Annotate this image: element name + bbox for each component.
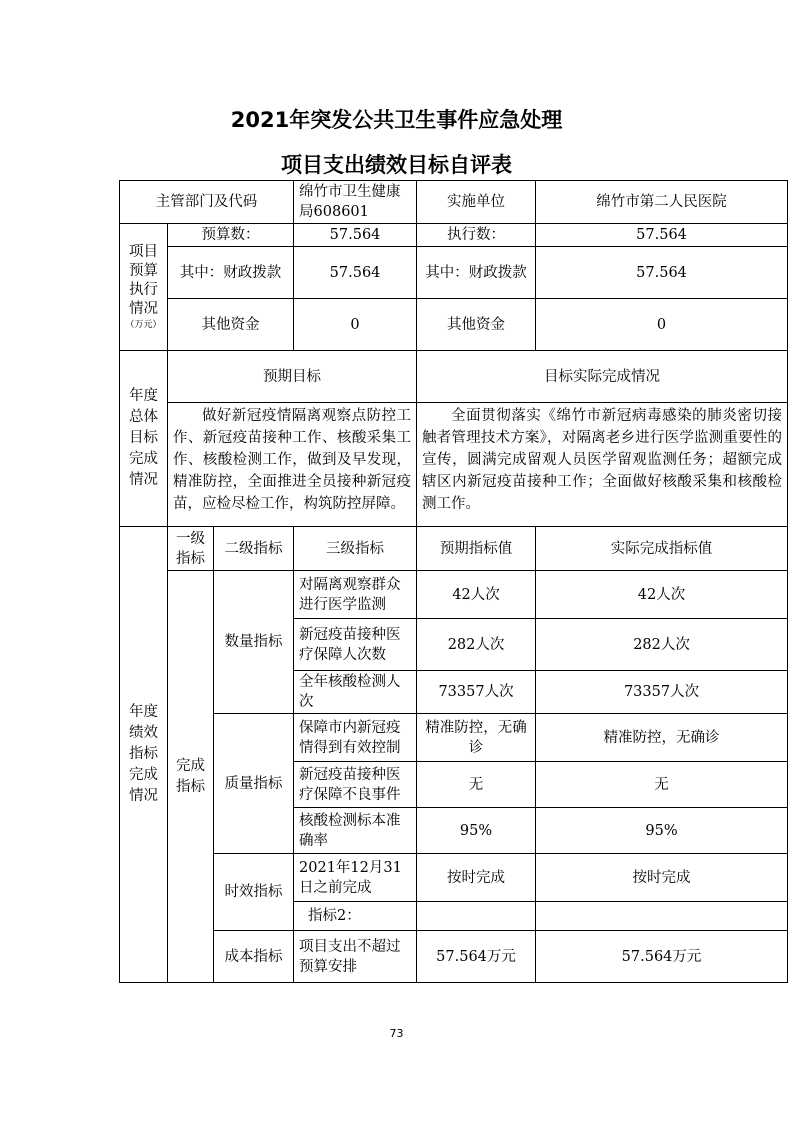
exec-label: 执行数： (417, 224, 536, 247)
group-quantity: 数量指标 (214, 571, 294, 714)
indicator-expected: 无 (417, 762, 536, 808)
fiscal-label-2: 其中：财政拨款 (417, 247, 536, 299)
expected-goal-header: 预期目标 (168, 351, 417, 403)
dept-label: 主管部门及代码 (120, 181, 294, 224)
other-value-2: 0 (536, 299, 788, 351)
goals-section-label: 年度总体目标完成情况 (120, 351, 168, 527)
budget-unit-note: （万元） (125, 320, 162, 330)
col-level1-header: 一级指标 (168, 527, 214, 571)
indicator-name: 项目支出不超过预算安排 (294, 931, 417, 983)
col-level2-header: 二级指标 (214, 527, 294, 571)
indicator-name: 核酸检测标本准确率 (294, 808, 417, 854)
indicator-actual: 无 (536, 762, 788, 808)
budget-section-label (120, 224, 168, 351)
indicator-name: 新冠疫苗接种医疗保障不良事件 (294, 762, 417, 808)
col-level3-header: 三级指标 (294, 527, 417, 571)
col-actual-header: 实际完成指标值 (536, 527, 788, 571)
expected-goal-text: 做好新冠疫情隔离观察点防控工作、新冠疫苗接种工作、核酸采集工作、核酸检测工作，做到及早发现，精准防控，全面推进全员接种新冠疫苗，应检尽检工作，构筑防控屏障。 (168, 403, 417, 527)
group-timeliness: 时效指标 (214, 854, 294, 931)
indicator-expected: 282人次 (417, 619, 536, 671)
indicator-actual: 42人次 (536, 571, 788, 619)
dept-value: 绵竹市卫生健康局608601 (294, 181, 417, 224)
indicator-expected: 42人次 (417, 571, 536, 619)
indicator-expected: 95% (417, 808, 536, 854)
page-title-line2: 项目支出绩效目标自评表 (281, 153, 512, 177)
indicator-actual: 精准防控，无确诊 (536, 714, 788, 762)
indicators-section-label: 年度绩效指标完成情况 (120, 527, 168, 983)
indicator-actual: 73357人次 (536, 671, 788, 714)
indicator-actual: 按时完成 (536, 854, 788, 902)
page-title-line1: 2021年突发公共卫生事件应急处理 (230, 108, 563, 132)
unit-value: 绵竹市第二人民医院 (536, 181, 788, 224)
other-label-2: 其他资金 (417, 299, 536, 351)
evaluation-table (119, 180, 788, 983)
unit-label: 实施单位 (417, 181, 536, 224)
indicator-name: 指标2： (294, 902, 417, 931)
indicator-actual: 282人次 (536, 619, 788, 671)
indicator-expected (417, 902, 536, 931)
indicator-expected: 73357人次 (417, 671, 536, 714)
indicator-actual (536, 902, 788, 931)
indicator-expected: 精准防控，无确诊 (417, 714, 536, 762)
budget-label: 预算数： (168, 224, 294, 247)
fiscal-label-1: 其中：财政拨款 (168, 247, 294, 299)
indicator-expected: 57.564万元 (417, 931, 536, 983)
col-expected-header: 预期指标值 (417, 527, 536, 571)
group-cost: 成本指标 (214, 931, 294, 983)
fiscal-value-2: 57.564 (536, 247, 788, 299)
fiscal-value-1: 57.564 (294, 247, 417, 299)
actual-goal-text: 全面贯彻落实《绵竹市新冠病毒感染的肺炎密切接触者管理技术方案》，对隔离老乡进行医学监测重要性的宣传，圆满完成留观人员医学留观监测任务；超额完成辖区内新冠疫苗接种工作；全面做好核酸采集和核酸检测工作。 (417, 403, 788, 527)
indicator-actual: 57.564万元 (536, 931, 788, 983)
other-value-1: 0 (294, 299, 417, 351)
indicator-name: 保障市内新冠疫情得到有效控制 (294, 714, 417, 762)
indicator-name: 2021年12月31日之前完成 (294, 854, 417, 902)
indicator-expected: 按时完成 (417, 854, 536, 902)
indicator-name: 全年核酸检测人次 (294, 671, 417, 714)
budget-section-text: 项目预算执行情况 (129, 244, 158, 317)
group-quality: 质量指标 (214, 714, 294, 854)
exec-value: 57.564 (536, 224, 788, 247)
level1-value: 完成指标 (168, 571, 214, 983)
indicator-name: 新冠疫苗接种医疗保障人次数 (294, 619, 417, 671)
actual-goal-header: 目标实际完成情况 (417, 351, 788, 403)
other-label-1: 其他资金 (168, 299, 294, 351)
budget-value: 57.564 (294, 224, 417, 247)
indicator-name: 对隔离观察群众进行医学监测 (294, 571, 417, 619)
page-number: 73 (389, 1027, 404, 1040)
indicator-actual: 95% (536, 808, 788, 854)
